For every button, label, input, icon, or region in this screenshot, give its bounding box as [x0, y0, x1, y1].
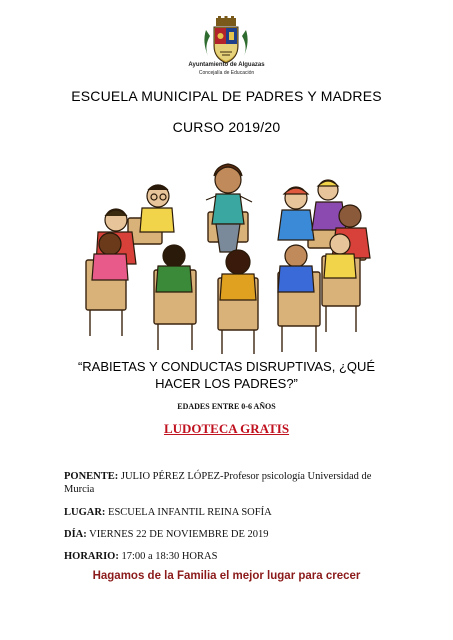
date-value: VIERNES 22 DE NOVIEMBRE DE 2019 — [86, 529, 269, 540]
speaker-label: PONENTE: — [64, 471, 119, 482]
children-circle-illustration — [70, 160, 382, 355]
time-info — [64, 550, 404, 563]
speaker-info — [64, 470, 404, 496]
ludoteca-notice: LUDOTECA GRATIS — [163, 421, 290, 436]
talk-topic-line2: HACER LOS PADRES?” — [155, 376, 298, 391]
page-title: ESCUELA MUNICIPAL DE PADRES Y MADRES — [71, 88, 382, 104]
municipal-crest-icon — [200, 16, 252, 66]
place-info — [64, 506, 404, 519]
place-value: ESCUELA INFANTIL REINA SOFÍA — [105, 507, 272, 518]
slogan: Hagamos de la Familia el mejor lugar para crecer — [92, 570, 361, 582]
time-label: HORARIO: — [64, 551, 119, 562]
time-value: 17:00 a 18:30 HORAS — [118, 551, 218, 562]
place-label: LUGAR: — [64, 507, 106, 518]
age-range: EDADES ENTRE 0-6 AÑOS — [177, 402, 276, 411]
org-department: Concejalía de Educación — [198, 70, 255, 76]
course-year: CURSO 2019/20 — [172, 119, 281, 135]
org-name: Ayuntamiento de Alguazas — [188, 62, 265, 68]
date-label: DÍA: — [64, 529, 87, 540]
date-info — [64, 528, 404, 541]
talk-topic-line1: “RABIETAS Y CONDUCTAS DISRUPTIVAS, ¿QUÉ — [77, 359, 376, 374]
speaker-value: JULIO PÉREZ LÓPEZ-Profesor psicología Universidad de Murcia — [64, 471, 372, 495]
